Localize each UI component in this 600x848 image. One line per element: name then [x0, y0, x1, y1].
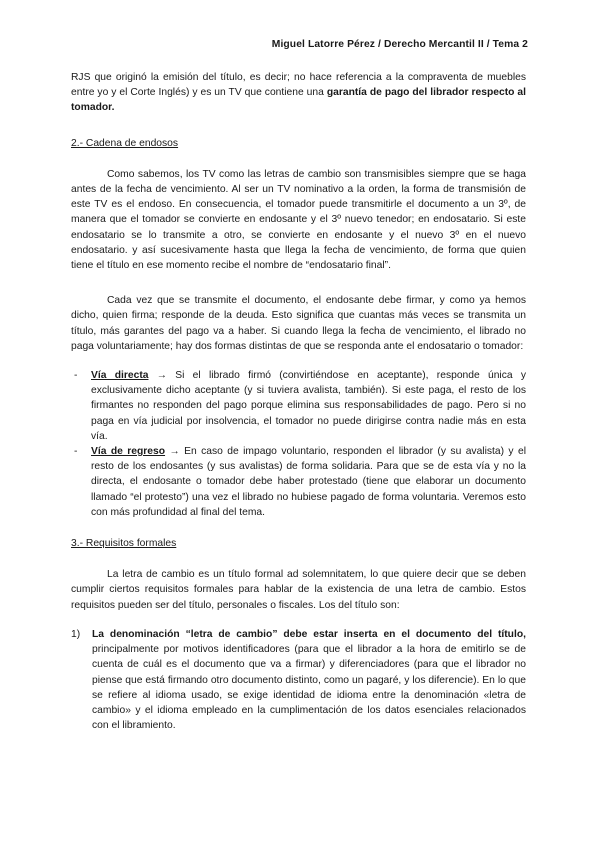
intro-bold-text: garantía de pago del librador respecto al tomador. — [71, 87, 526, 114]
requirement-item-1 — [71, 627, 526, 733]
term-via-regreso: Vía de regreso — [91, 446, 166, 458]
dash-bullet: - — [74, 446, 78, 458]
via-directa-text: → Si el librado firmó (convirtiéndose en aceptante), responde única y exclusivamente dicho aceptante (y si tuviera avalista, también). Si este paga, el resto de los firmantes no responden del pago porque elimina sus responsabilidades de pago. Pero si no paga en vía judicial por insolvencia, el tomador no puede dirigirse contra nadie más en esta vía. — [91, 370, 526, 442]
section3-paragraph-1: La letra de cambio es un título formal ad solemnitatem, lo que quiere decir que se deben cumplir ciertos requisitos formales para hablar de la existencia de una letra de cambio. Estos requisitos pueden ser del título, personales o fiscales. Los del título son: — [71, 569, 526, 611]
requirement-1-bold: La denominación “letra de cambio” debe estar inserta en el documento del título, — [92, 628, 526, 640]
running-header: Miguel Latorre Pérez / Derecho Mercantil II / Tema 2 — [271, 39, 528, 50]
section-heading-cadena-endosos: 2.- Cadena de endosos — [71, 137, 179, 149]
requirements-list — [71, 627, 526, 733]
section2-paragraph-1: Como sabemos, los TV como las letras de cambio son transmisibles siempre que se haga antes de la fecha de vencimiento. Al ser un TV nominativo a la orden, la forma de transmisión de este TV es el endoso. En consecuencia, el tomador puede transmitirle el documento a un 3º, de manera que el tomador se convierte en endosante y el 3º nuevo tenedor; en endosatario. Si este endosatario se lo transmite a otro, se convierte en endosante y el nuevo 3º en el nuevo endosatario. y así sucesivamente hasta que llega la fecha de vencimiento, de forma que quien tiene el título en ese momento recibe el nombre de “endosatario final”. — [71, 168, 526, 272]
term-via-directa: Vía directa — [91, 370, 149, 382]
page-content — [71, 70, 526, 733]
requirement-1-text: principalmente por motivos identificadores (para que el librador a la hora de emitirlo se de cuenta de cuál es el documento que va a firmar) y diferenciadores (para que el librador no piense que está firmando otro documento distinto, como un pagaré, y los diferencie). En lo que se refiere al idioma usado, se exige identidad de idioma entre la denominación «letra de cambio» y el idioma empleado en la cumplimentación de los datos esenciales relacionados con el libramiento. — [92, 644, 526, 732]
section2-paragraph-2: Cada vez que se transmite el documento, el endosante debe firmar, y como ya hemos dicho, quien firma; responde de la deuda. Esto significa que cuantas más veces se transmita un título, más garantes del pago va a haber. Si cuando llega la fecha de vencimiento, el librado no paga voluntariamente; hay dos formas distintas de que se responda ante el endosatario o tomador: — [71, 295, 526, 352]
list-number: 1) — [71, 628, 81, 640]
responsibility-list — [71, 368, 526, 520]
dash-bullet: - — [74, 370, 78, 382]
list-item-via-regreso — [71, 444, 526, 520]
via-regreso-text: → En caso de impago voluntario, responden el librador (y su avalista) y el resto de los endosantes (y sus avalistas) de forma solidaria. Para que se de esta vía y no la directa, el endosante o tomador debe haber protestado (tiene que elaborar un documento llamado “el protesto”) una vez el librado no hubiese pagado de forma voluntaria. Veremos esto con más profundidad al final del tema. — [91, 446, 526, 518]
list-item-via-directa — [71, 368, 526, 444]
intro-text: RJS que originó la emisión del título, es decir; no hace referencia a la compraventa de muebles entre yo y el Corte Inglés) y es un TV que contiene una — [71, 72, 526, 99]
section-heading-requisitos-formales: 3.- Requisitos formales — [71, 538, 177, 550]
intro-paragraph — [71, 70, 526, 116]
